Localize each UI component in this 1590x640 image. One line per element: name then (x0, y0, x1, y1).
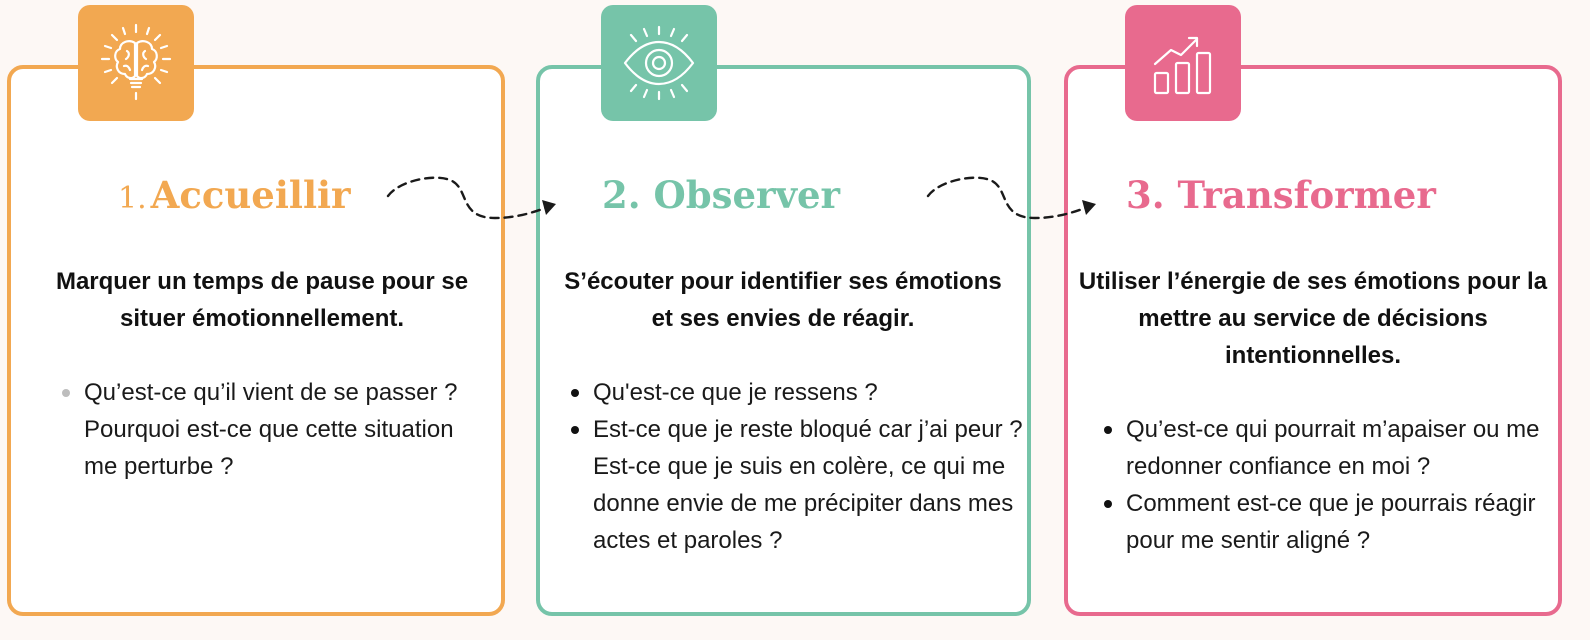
question-list (1098, 411, 1556, 559)
step-name: Observer (653, 173, 841, 217)
dashed-arrow-icon (380, 168, 565, 228)
question-item: Comment est-ce que je pourrais réagir pour me sentir aligné ? (1098, 485, 1556, 559)
question-item: Est-ce que je reste bloqué car j’ai peur ? Est-ce que je suis en colère, ce qui me donne envie de me précipiter dans mes actes et paroles ? (565, 411, 1023, 559)
dashed-arrow-icon (920, 168, 1105, 228)
step-number: 2. (602, 173, 641, 217)
step-title-observer (602, 167, 840, 223)
step-heading: Marquer un temps de pause pour se situer émotionnellement. (55, 268, 469, 332)
question-list (565, 374, 1023, 559)
step-name: Transformer (1177, 173, 1436, 217)
growth-chart-icon (1125, 5, 1241, 121)
question-item: Qu'est-ce que je ressens ? (565, 374, 1023, 411)
step-name: Accueillir (150, 173, 351, 217)
step-title-accueillir (118, 167, 351, 227)
question-item: Qu’est-ce qu’il vient de se passer ? Pourquoi est-ce que cette situation me perturbe ? (56, 374, 476, 485)
brain-lightbulb-icon (78, 5, 194, 121)
step-title-transformer (1126, 167, 1436, 223)
step-heading: S’écouter pour identifier ses émotions et ses envies de réagir. (564, 268, 1002, 332)
step-number: 1. (118, 181, 147, 216)
step-card-accueillir (7, 65, 505, 616)
eye-icon (601, 5, 717, 121)
question-list (56, 374, 476, 485)
question-item: Qu’est-ce qui pourrait m’apaiser ou me redonner confiance en moi ? (1098, 411, 1556, 485)
step-number: 3. (1126, 173, 1165, 217)
step-heading: Utiliser l’énergie de ses émotions pour la mettre au service de décisions intentionnelles. (1078, 268, 1548, 369)
